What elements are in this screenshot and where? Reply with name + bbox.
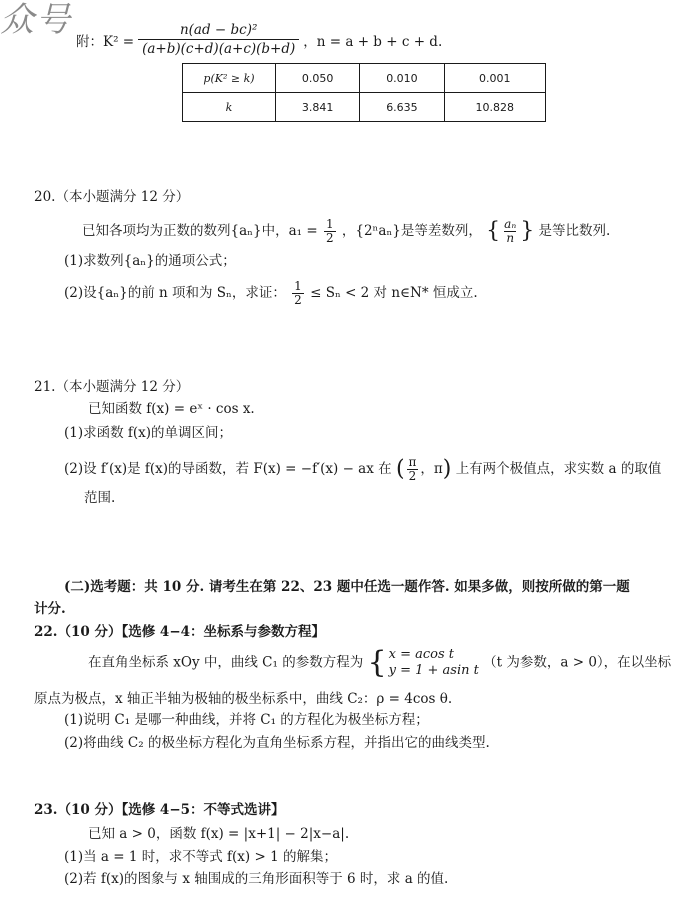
right-brace: }: [520, 218, 535, 244]
q21-interval-tail: ，π: [420, 461, 443, 477]
watermark: 众号: [0, 0, 72, 40]
q22-stem-b: （t 为参数，a > 0），在以坐标: [483, 654, 672, 671]
chi-square-formula: [76, 22, 442, 57]
q20-a1-den: 2: [325, 231, 334, 245]
table-header-p: p(K² ≥ k): [183, 64, 276, 93]
q20-part1: (1)求数列{aₙ}的通项公式；: [64, 253, 236, 269]
q22-param-system: [368, 647, 479, 679]
q21-part2-a: (2)设 f′(x)是 f(x)的导函数，若 F(x) = −f′(x) − ax 在: [64, 461, 392, 477]
left-brace: {: [486, 218, 501, 244]
q21-title: 21.（本小题满分 12 分）: [34, 379, 190, 395]
right-paren: ): [442, 456, 452, 482]
q22-stem: [88, 647, 671, 679]
table-row: [183, 64, 546, 93]
q23-part2: (2)若 f(x)的图象与 x 轴围成的三角形面积等于 6 时，求 a 的值.: [64, 871, 449, 887]
table-header-k: k: [183, 93, 276, 122]
q23-part1: (1)当 a = 1 时，求不等式 f(x) > 1 的解集；: [64, 849, 337, 865]
table-cell: 0.050: [276, 64, 360, 93]
formula-prefix: 附：K² =: [76, 33, 135, 50]
formula-numerator: n(ad − bc)²: [179, 22, 258, 38]
formula-denominator: (a+b)(c+d)(a+c)(b+d): [138, 39, 299, 57]
table-cell: 0.010: [360, 64, 444, 93]
formula-suffix: ，n = a + b + c + d.: [303, 33, 443, 50]
q20-part2: [64, 280, 478, 307]
q20-part2-fraction: [292, 280, 304, 307]
q22-eq2: y = 1 + asin t: [388, 663, 479, 678]
q20-stem-b: ，{2ⁿaₙ}是等差数列，: [341, 223, 482, 239]
table-cell: 0.001: [444, 64, 545, 93]
q22-stem-c: 原点为极点，x 轴正半轴为极轴的极坐标系中，曲线 C₂：ρ = 4cos θ.: [34, 691, 453, 707]
q21-interval-fraction: [407, 456, 419, 483]
q20-stem-c: 是等比数列.: [538, 223, 611, 239]
q23-stem: 已知 a > 0，函数 f(x) = |x+1| − 2|x−a|.: [88, 826, 350, 842]
section2-line2: 计分.: [34, 601, 66, 617]
q21-stem: 已知函数 f(x) = eˣ · cos x.: [88, 401, 255, 417]
critical-value-table: [182, 63, 546, 122]
q21-interval-den: 2: [408, 469, 417, 483]
q20-ratio-fraction: [502, 218, 518, 245]
table-cell: 3.841: [276, 93, 360, 122]
q20-ratio-den: n: [506, 231, 515, 245]
system-brace: {: [367, 645, 387, 680]
q21-part2: [64, 456, 661, 483]
q20-part2-num: 1: [294, 279, 302, 293]
formula-fraction: [138, 22, 299, 57]
section2-line1: (二)选考题：共 10 分. 请考生在第 22、23 题中任选一题作答. 如果多做，则按所做的第一题: [64, 579, 630, 595]
table-cell: 6.635: [360, 93, 444, 122]
q20-part2-den: 2: [294, 293, 302, 307]
q20-a1-num: 1: [325, 217, 334, 231]
q22-part2: (2)将曲线 C₂ 的极坐标方程化为直角坐标系方程，并指出它的曲线类型.: [64, 735, 490, 751]
q21-part2-b: 上有两个极值点，求实数 a 的取值: [455, 461, 662, 477]
q23-title: 23.（10 分）【选修 4−5：不等式选讲】: [34, 802, 285, 818]
q20-ratio-num: aₙ: [504, 217, 517, 231]
q22-title: 22.（10 分）【选修 4−4：坐标系与参数方程】: [34, 624, 326, 640]
left-paren: (: [395, 456, 405, 482]
q22-eq1: x = acos t: [388, 647, 454, 662]
q20-title: 20.（本小题满分 12 分）: [34, 189, 190, 205]
q22-stem-a: 在直角坐标系 xOy 中，曲线 C₁ 的参数方程为: [88, 654, 364, 671]
q20-part2-a: (2)设{aₙ}的前 n 项和为 Sₙ，求证：: [64, 285, 286, 301]
q22-part1: (1)说明 C₁ 是哪一种曲线，并将 C₁ 的方程化为极坐标方程；: [64, 712, 429, 728]
q20-stem-a: 已知各项均为正数的数列{aₙ}中，a₁ =: [82, 223, 318, 239]
q21-interval-num: π: [408, 455, 417, 469]
q21-part1: (1)求函数 f(x)的单调区间；: [64, 425, 233, 441]
table-cell: 10.828: [444, 93, 545, 122]
q21-part2-c: 范围.: [84, 490, 116, 506]
q20-a1-fraction: [324, 218, 336, 245]
q20-part2-b: ≤ Sₙ < 2 对 n∈N* 恒成立.: [310, 285, 478, 301]
q20-stem: [82, 218, 610, 245]
table-row: [183, 93, 546, 122]
